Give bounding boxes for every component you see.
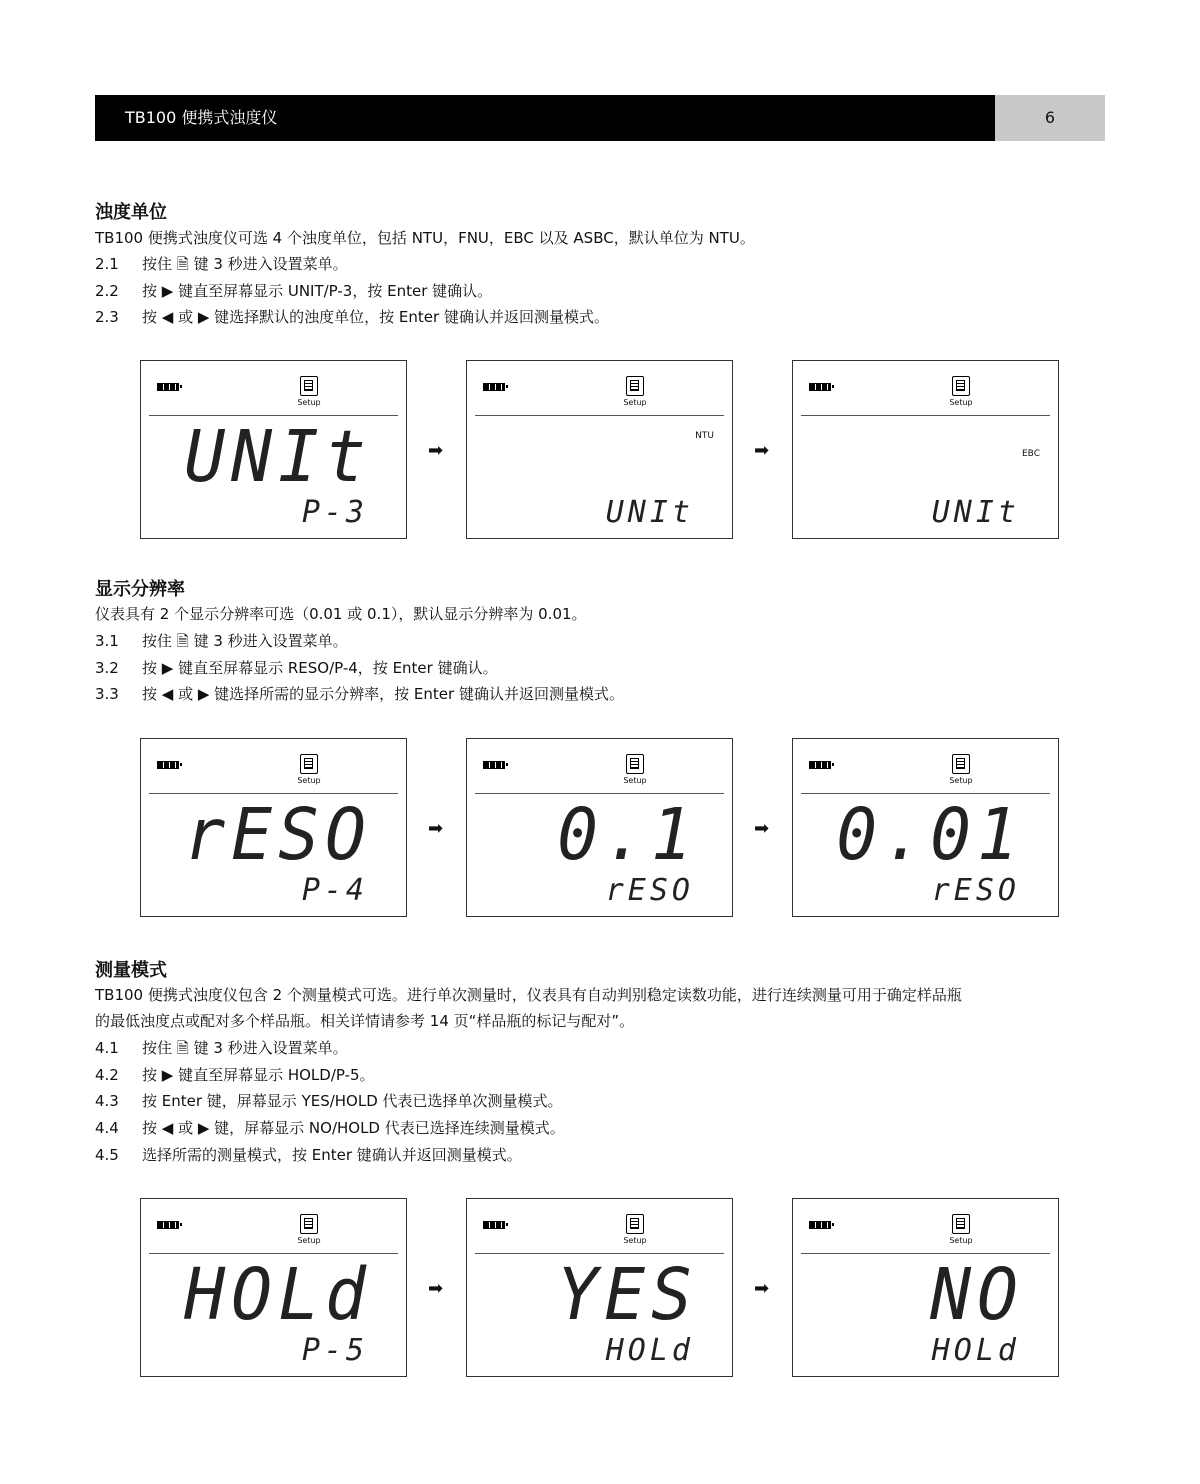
- step-text: 选择所需的测量模式，按 Enter 键确认并返回测量模式。: [142, 1146, 522, 1164]
- battery-icon: [483, 761, 505, 769]
- step-number: 3.3: [95, 685, 119, 703]
- lcd-main-value: rESO: [184, 794, 372, 877]
- step-item: [95, 306, 609, 327]
- step-item: [95, 280, 492, 301]
- battery-icon: [809, 1221, 831, 1229]
- setup-label: Setup: [949, 1236, 973, 1245]
- step-item: [95, 657, 498, 678]
- paragraph: 的最低浊度点或配对多个样品瓶。相关详情请参考 14 页“样品瓶的标记与配对”。: [95, 1012, 635, 1030]
- setup-icon: [952, 1214, 970, 1234]
- step-number: 4.5: [95, 1146, 119, 1164]
- step-item: [95, 253, 348, 279]
- arrow-right-icon: ➡: [428, 440, 444, 461]
- setup-icon: [952, 376, 970, 396]
- lcd-sub-value: UNIt: [605, 495, 694, 530]
- lcd-sub-value: P-3: [301, 495, 368, 530]
- step-number: 4.4: [95, 1119, 119, 1137]
- lcd-main-value: NO: [930, 1254, 1024, 1337]
- section-title: 测量模式: [95, 960, 167, 981]
- lcd-sub-value: rESO: [605, 873, 694, 908]
- section-title: 显示分辨率: [95, 579, 185, 600]
- lcd-main-value: UNIt: [184, 416, 372, 499]
- arrow-right-icon: ➡: [754, 1278, 770, 1299]
- step-text: 按 ◀ 或 ▶ 键，屏幕显示 NO/HOLD 代表已选择连续测量模式。: [142, 1119, 565, 1137]
- arrow-right-icon: ➡: [428, 1278, 444, 1299]
- setup-icon: [626, 376, 644, 396]
- lcd-display: [466, 738, 733, 917]
- lcd-main-value: HOLd: [184, 1254, 372, 1337]
- header-title: TB100 便携式浊度仪: [95, 95, 995, 141]
- step-number: 2.3: [95, 308, 119, 326]
- step-number: 4.1: [95, 1039, 119, 1057]
- battery-icon: [157, 383, 179, 391]
- paragraph: TB100 便携式浊度仪可选 4 个浊度单位，包括 NTU，FNU，EBC 以及 ASBC，默认单位为 NTU。: [95, 229, 755, 247]
- setup-label: Setup: [623, 1236, 647, 1245]
- step-item: [95, 1064, 375, 1085]
- lcd-display: [792, 738, 1059, 917]
- step-text: 按 ◀ 或 ▶ 键选择所需的显示分辨率，按 Enter 键确认并返回测量模式。: [142, 685, 624, 703]
- battery-icon: [157, 1221, 179, 1229]
- lcd-sub-value: rESO: [931, 873, 1020, 908]
- step-text: 按 ▶ 键直至屏幕显示 RESO/P-4，按 Enter 键确认。: [142, 659, 498, 677]
- step-text: 按住 🗎 键 3 秒进入设置菜单。: [142, 1039, 348, 1057]
- lcd-sub-value: P-5: [301, 1333, 368, 1368]
- step-number: 4.3: [95, 1092, 119, 1110]
- lcd-sub-value: HOLd: [605, 1333, 694, 1368]
- step-item: [95, 683, 624, 704]
- lcd-sub-value: HOLd: [931, 1333, 1020, 1368]
- step-number: 3.1: [95, 632, 119, 650]
- battery-icon: [809, 383, 831, 391]
- lcd-main-value: 0.1: [557, 794, 698, 877]
- step-number: 3.2: [95, 659, 119, 677]
- setup-label: Setup: [623, 398, 647, 407]
- battery-icon: [483, 383, 505, 391]
- divider: [475, 415, 724, 416]
- setup-icon: [300, 376, 318, 396]
- lcd-display: [792, 360, 1059, 539]
- divider: [801, 415, 1050, 416]
- arrow-right-icon: ➡: [754, 818, 770, 839]
- step-number: 2.1: [95, 255, 119, 273]
- setup-icon: [626, 754, 644, 774]
- setup-icon: [626, 1214, 644, 1234]
- setup-label: Setup: [949, 776, 973, 785]
- lcd-main-value: YES: [557, 1254, 698, 1337]
- step-item: [95, 1117, 565, 1138]
- step-item: [95, 1037, 348, 1063]
- step-text: 按住 🗎 键 3 秒进入设置菜单。: [142, 632, 348, 650]
- lcd-display: [466, 1198, 733, 1377]
- step-item: [95, 630, 348, 656]
- paragraph: 仪表具有 2 个显示分辨率可选（0.01 或 0.1），默认显示分辨率为 0.01。: [95, 605, 587, 623]
- lcd-display: [466, 360, 733, 539]
- lcd-sub-value: UNIt: [931, 495, 1020, 530]
- page-number: 6: [995, 95, 1105, 141]
- setup-label: Setup: [623, 776, 647, 785]
- lcd-unit: EBC: [1022, 449, 1040, 459]
- setup-label: Setup: [297, 776, 321, 785]
- step-number: 4.2: [95, 1066, 119, 1084]
- section-title: 浊度单位: [95, 202, 167, 223]
- arrow-right-icon: ➡: [754, 440, 770, 461]
- step-text: 按住 🗎 键 3 秒进入设置菜单。: [142, 255, 348, 273]
- setup-label: Setup: [297, 1236, 321, 1245]
- battery-icon: [483, 1221, 505, 1229]
- step-text: 按 Enter 键，屏幕显示 YES/HOLD 代表已选择单次测量模式。: [142, 1092, 563, 1110]
- lcd-display: [140, 738, 407, 917]
- step-number: 2.2: [95, 282, 119, 300]
- lcd-display: [140, 1198, 407, 1377]
- paragraph: TB100 便携式浊度仪包含 2 个测量模式可选。进行单次测量时，仪表具有自动判别稳定读数功能，进行连续测量可用于确定样品瓶: [95, 986, 962, 1004]
- setup-label: Setup: [297, 398, 321, 407]
- battery-icon: [157, 761, 179, 769]
- step-item: [95, 1090, 563, 1111]
- setup-icon: [300, 754, 318, 774]
- setup-icon: [300, 1214, 318, 1234]
- setup-icon: [952, 754, 970, 774]
- lcd-sub-value: P-4: [301, 873, 368, 908]
- lcd-main-value: 0.01: [836, 794, 1024, 877]
- setup-label: Setup: [949, 398, 973, 407]
- lcd-unit: NTU: [695, 431, 714, 441]
- battery-icon: [809, 761, 831, 769]
- step-text: 按 ◀ 或 ▶ 键选择默认的浊度单位，按 Enter 键确认并返回测量模式。: [142, 308, 609, 326]
- step-text: 按 ▶ 键直至屏幕显示 UNIT/P-3，按 Enter 键确认。: [142, 282, 493, 300]
- lcd-display: [792, 1198, 1059, 1377]
- lcd-display: [140, 360, 407, 539]
- arrow-right-icon: ➡: [428, 818, 444, 839]
- step-text: 按 ▶ 键直至屏幕显示 HOLD/P-5。: [142, 1066, 375, 1084]
- step-item: [95, 1144, 522, 1165]
